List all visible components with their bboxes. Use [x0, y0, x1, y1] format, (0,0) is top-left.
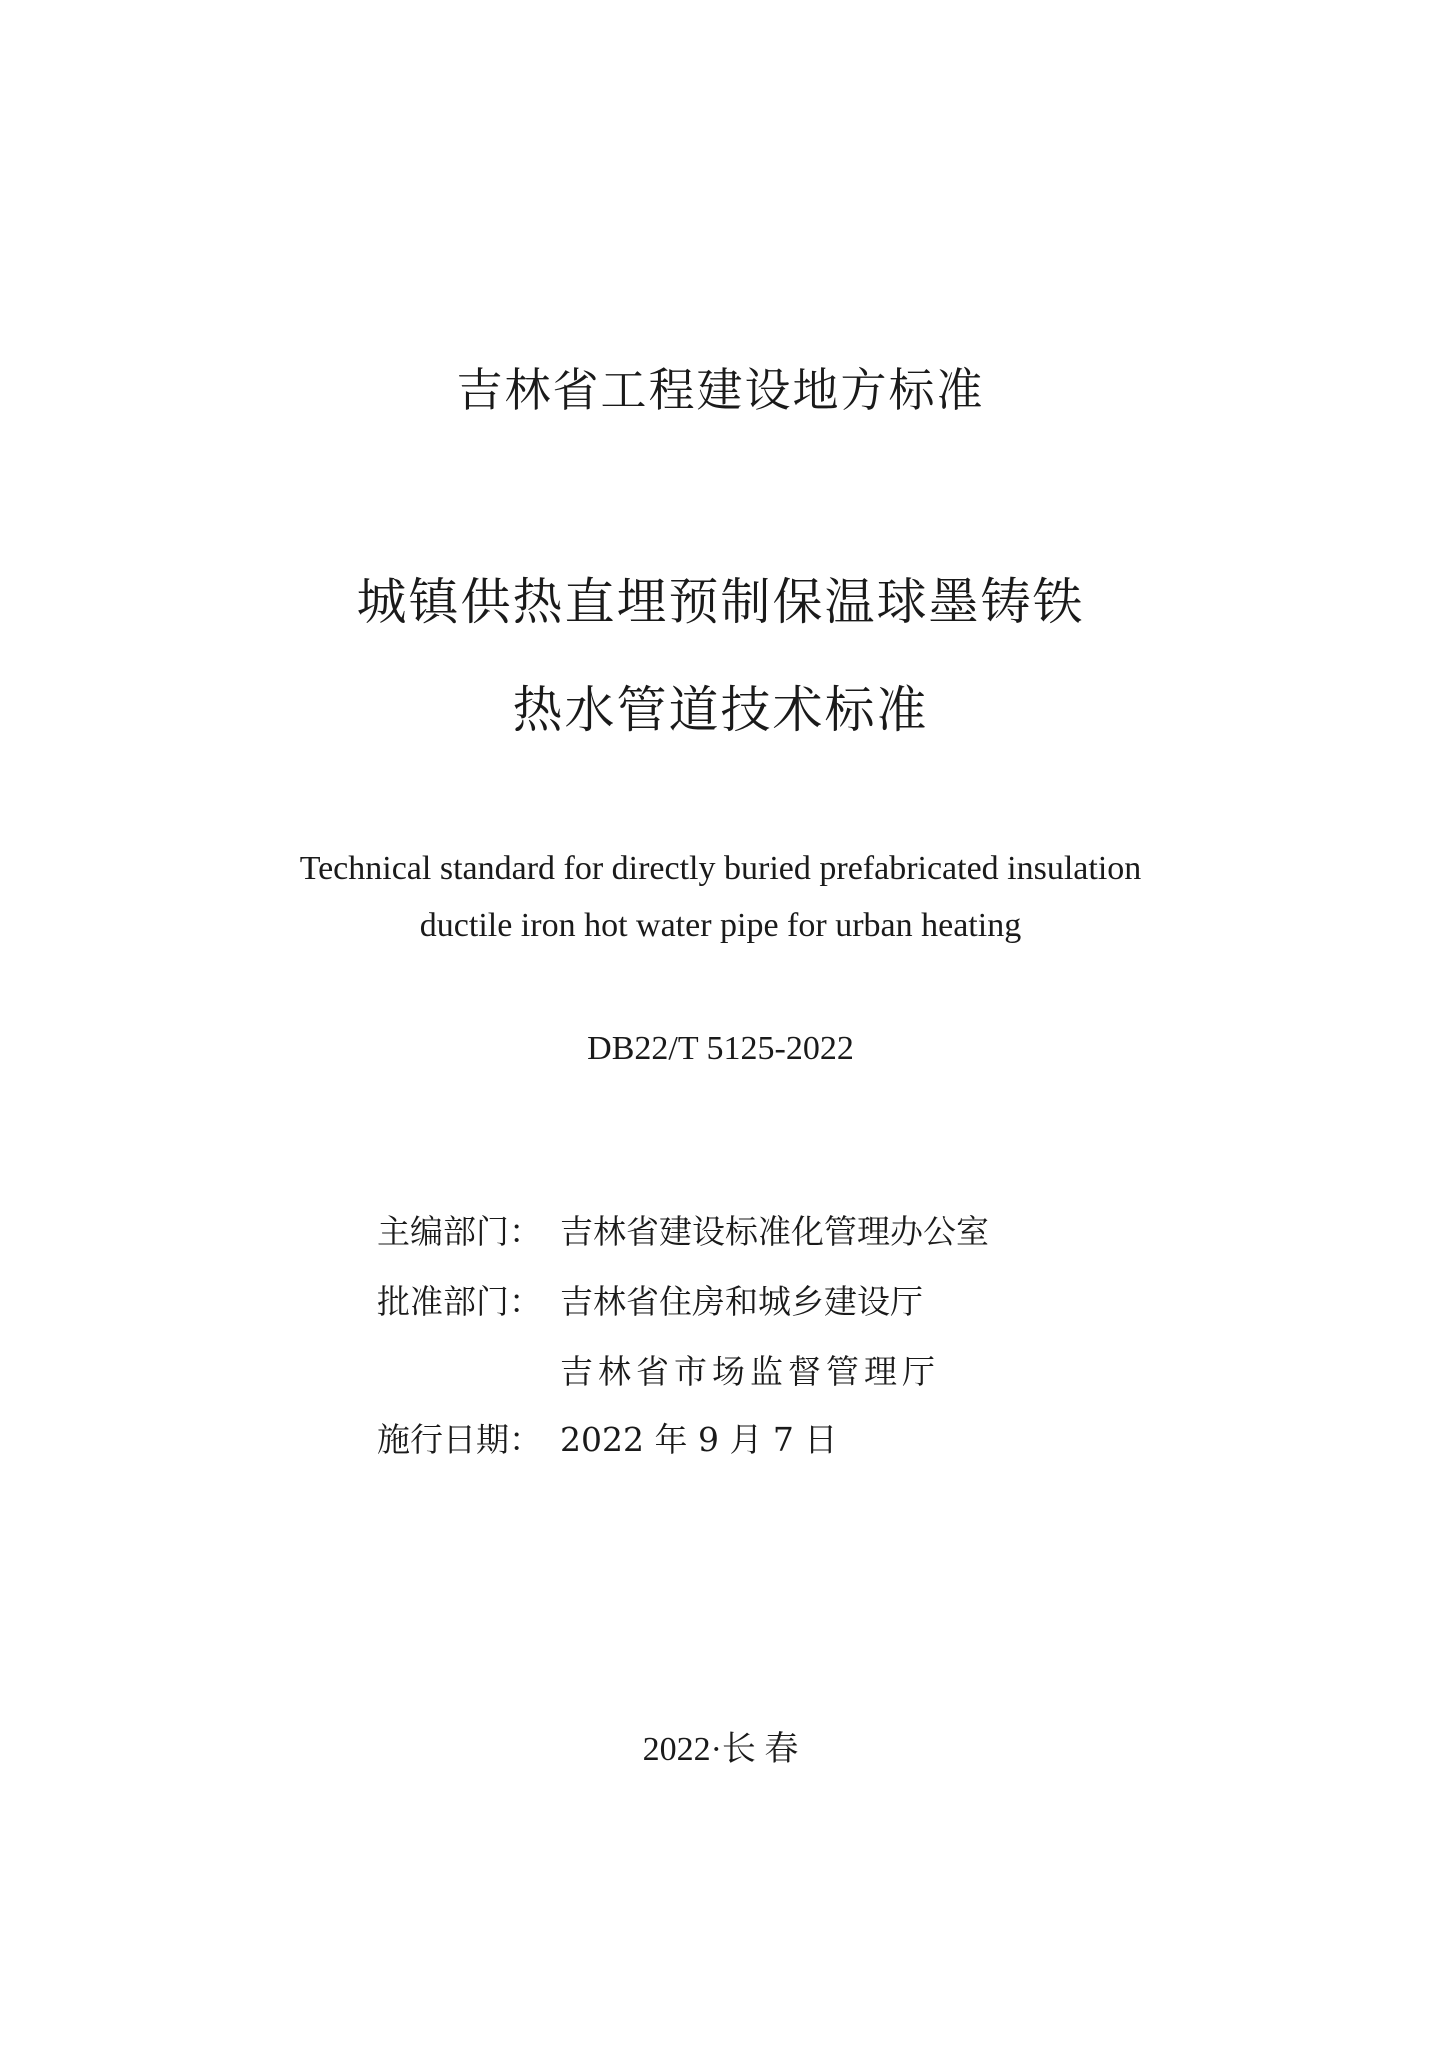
approver-value2: 吉林省市场监督管理厅 — [560, 1352, 940, 1391]
standard-category: 吉林省工程建设地方标准 — [456, 363, 985, 417]
approver-value1: 吉林省住房和城乡建设厅 — [560, 1282, 923, 1321]
editor-value: 吉林省建设标准化管理办公室 — [560, 1212, 989, 1251]
title-en-line2: ductile iron hot water pipe for urban heating — [419, 907, 1022, 944]
title-cn-line1: 城镇供热直埋预制保温球墨铸铁 — [356, 573, 1085, 631]
editor-label: 主编部门： — [377, 1212, 542, 1251]
approver-label: 批准部门： — [377, 1282, 542, 1321]
approver-row — [377, 1280, 923, 1324]
editor-row — [377, 1210, 989, 1254]
title-en-line1: Technical standard for directly buried prefabricated insulation — [299, 850, 1142, 887]
effective-date-row — [377, 1418, 837, 1462]
effective-value: 2022 年 9 月 7 日 — [560, 1420, 838, 1459]
title-cn-line2: 热水管道技术标准 — [512, 681, 929, 739]
standard-code: DB22/T 5125-2022 — [587, 1030, 854, 1067]
effective-label: 施行日期： — [377, 1420, 542, 1459]
footer-place-year: 2022·长 春 — [642, 1731, 799, 1768]
